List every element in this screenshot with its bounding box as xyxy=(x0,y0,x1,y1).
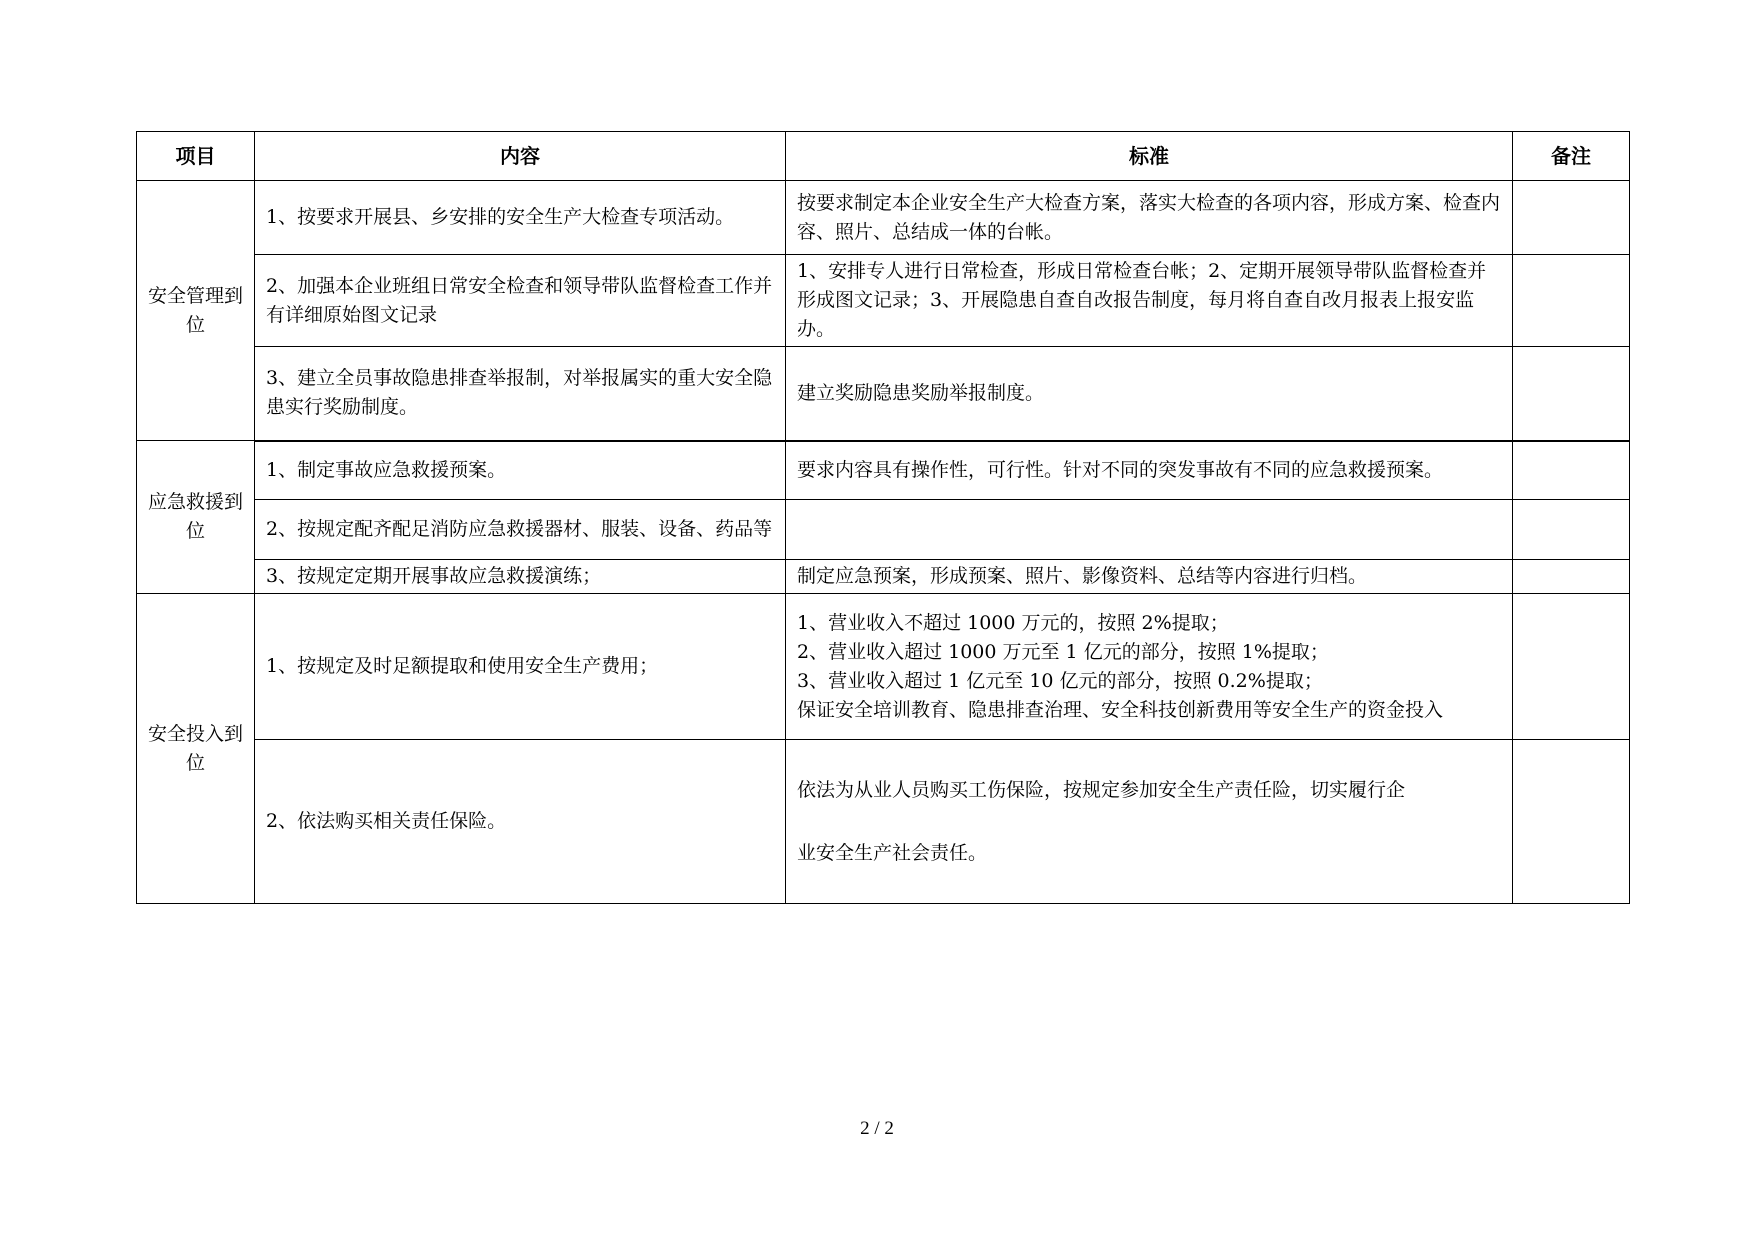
category-emergency-rescue: 应急救援到位 xyxy=(137,441,255,594)
standard-cell: 制定应急预案，形成预案、照片、影像资料、总结等内容进行归档。 xyxy=(786,560,1513,594)
note-cell xyxy=(1513,347,1630,441)
note-cell xyxy=(1513,560,1630,594)
standard-cell xyxy=(786,594,1513,740)
standard-cell: 1、安排专人进行日常检查，形成日常检查台帐；2、定期开展领导带队监督检查并形成图文记录；3、开展隐患自查自改报告制度，每月将自查自改月报表上报安监办。 xyxy=(786,255,1513,347)
header-content: 内容 xyxy=(255,132,786,181)
note-cell xyxy=(1513,740,1630,904)
table-row xyxy=(137,740,1630,904)
standard-line: 3、营业收入超过 1 亿元至 10 亿元的部分，按照 0.2%提取； xyxy=(797,669,1323,692)
standard-line: 2、营业收入超过 1000 万元至 1 亿元的部分，按照 1%提取； xyxy=(797,640,1329,663)
note-cell xyxy=(1513,181,1630,255)
content-cell: 1、按规定及时足额提取和使用安全生产费用； xyxy=(255,594,786,740)
standard-cell: 要求内容具有操作性，可行性。针对不同的突发事故有不同的应急救援预案。 xyxy=(786,441,1513,500)
category-safety-investment: 安全投入到位 xyxy=(137,594,255,904)
table-row xyxy=(137,441,1630,500)
table-row xyxy=(137,594,1630,740)
table-row xyxy=(137,347,1630,441)
content-cell: 2、按规定配齐配足消防应急救援器材、服装、设备、药品等 xyxy=(255,500,786,560)
table-row xyxy=(137,500,1630,560)
note-cell xyxy=(1513,594,1630,740)
page-number: 2 / 2 xyxy=(860,1118,894,1139)
header-standard: 标准 xyxy=(786,132,1513,181)
standard-line: 业安全生产社会责任。 xyxy=(797,841,988,864)
standard-line: 保证安全培训教育、隐患排查治理、安全科技创新费用等安全生产的资金投入 xyxy=(797,698,1444,721)
content-cell: 2、加强本企业班组日常安全检查和领导带队监督检查工作并有详细原始图文记录 xyxy=(255,255,786,347)
standard-cell: 建立奖励隐患奖励举报制度。 xyxy=(786,347,1513,441)
table-row xyxy=(137,181,1630,255)
table-header-row xyxy=(137,132,1630,181)
content-cell: 1、按要求开展县、乡安排的安全生产大检查专项活动。 xyxy=(255,181,786,255)
header-note: 备注 xyxy=(1513,132,1630,181)
header-item: 项目 xyxy=(137,132,255,181)
content-cell: 2、依法购买相关责任保险。 xyxy=(255,740,786,904)
standards-table xyxy=(136,131,1630,904)
standard-line: 1、营业收入不超过 1000 万元的，按照 2%提取； xyxy=(797,611,1229,634)
table-row xyxy=(137,560,1630,594)
table-row xyxy=(137,255,1630,347)
standard-cell: 按要求制定本企业安全生产大检查方案，落实大检查的各项内容，形成方案、检查内容、照片、总结成一体的台帐。 xyxy=(786,181,1513,255)
standard-cell xyxy=(786,500,1513,560)
content-cell: 3、按规定定期开展事故应急救援演练； xyxy=(255,560,786,594)
content-cell: 3、建立全员事故隐患排查举报制，对举报属实的重大安全隐患实行奖励制度。 xyxy=(255,347,786,441)
standard-line: 依法为从业人员购买工伤保险，按规定参加安全生产责任险，切实履行企 xyxy=(797,778,1406,801)
standard-cell xyxy=(786,740,1513,904)
note-cell xyxy=(1513,255,1630,347)
content-cell: 1、制定事故应急救援预案。 xyxy=(255,441,786,500)
note-cell xyxy=(1513,441,1630,500)
note-cell xyxy=(1513,500,1630,560)
category-safety-management: 安全管理到位 xyxy=(137,181,255,441)
